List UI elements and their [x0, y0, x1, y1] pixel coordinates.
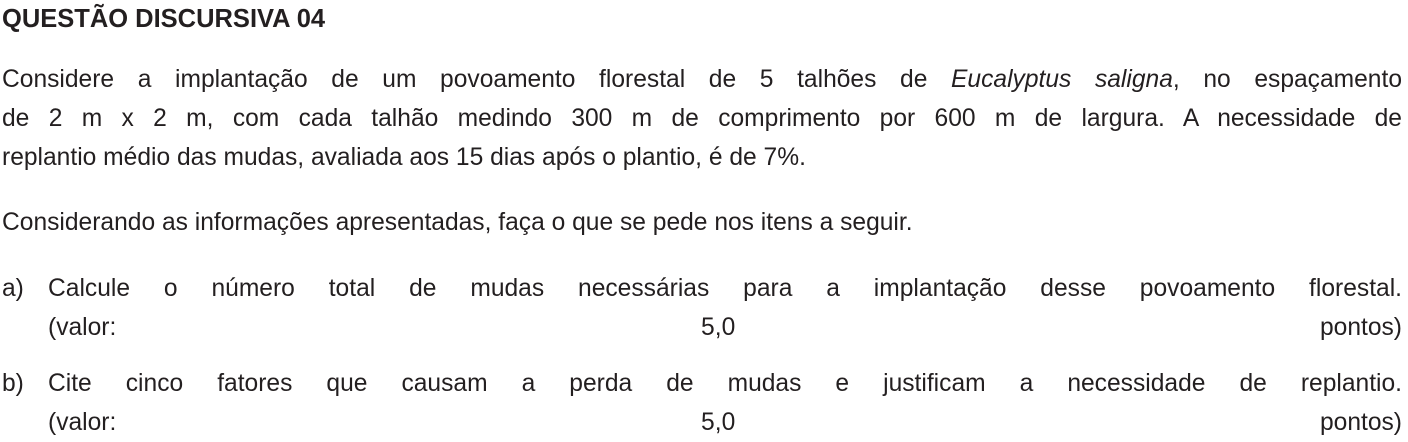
item-a-value: (valor: 5,0 pontos)	[48, 314, 1402, 341]
item-b-value: (valor: 5,0 pontos)	[48, 409, 1402, 436]
instruction-paragraph: Considerando as informações apresentadas, faça o que se pede nos itens a seguir.	[2, 209, 913, 236]
item-a-text: Calcule o número total de mudas necessárias para a implantação desse povoamento florestal.	[48, 275, 1402, 302]
intro-line-2: de 2 m x 2 m, com cada talhão medindo 300 m de comprimento por 600 m de largura. A necessidade de	[2, 105, 1402, 132]
intro-line-1-end: , no espaçamento	[1172, 66, 1402, 93]
intro-line-3: replantio médio das mudas, avaliada aos 15 dias após o plantio, é de 7%.	[2, 144, 806, 171]
item-a-marker: a)	[2, 275, 24, 302]
item-a	[2, 269, 1402, 347]
item-b-body	[48, 364, 1402, 442]
intro-line-1-start: Considere a implantação de um povoamento florestal de 5 talhões de	[2, 66, 952, 93]
species-name: Eucalyptus saligna	[951, 66, 1173, 93]
item-a-body	[48, 269, 1402, 347]
item-b	[2, 364, 1402, 442]
question-title: QUESTÃO DISCURSIVA 04	[2, 5, 326, 33]
intro-paragraph	[2, 60, 1402, 177]
item-b-text: Cite cinco fatores que causam a perda de mudas e justificam a necessidade de replantio.	[48, 370, 1402, 397]
intro-line-1	[2, 60, 1402, 99]
item-b-marker: b)	[2, 370, 24, 397]
